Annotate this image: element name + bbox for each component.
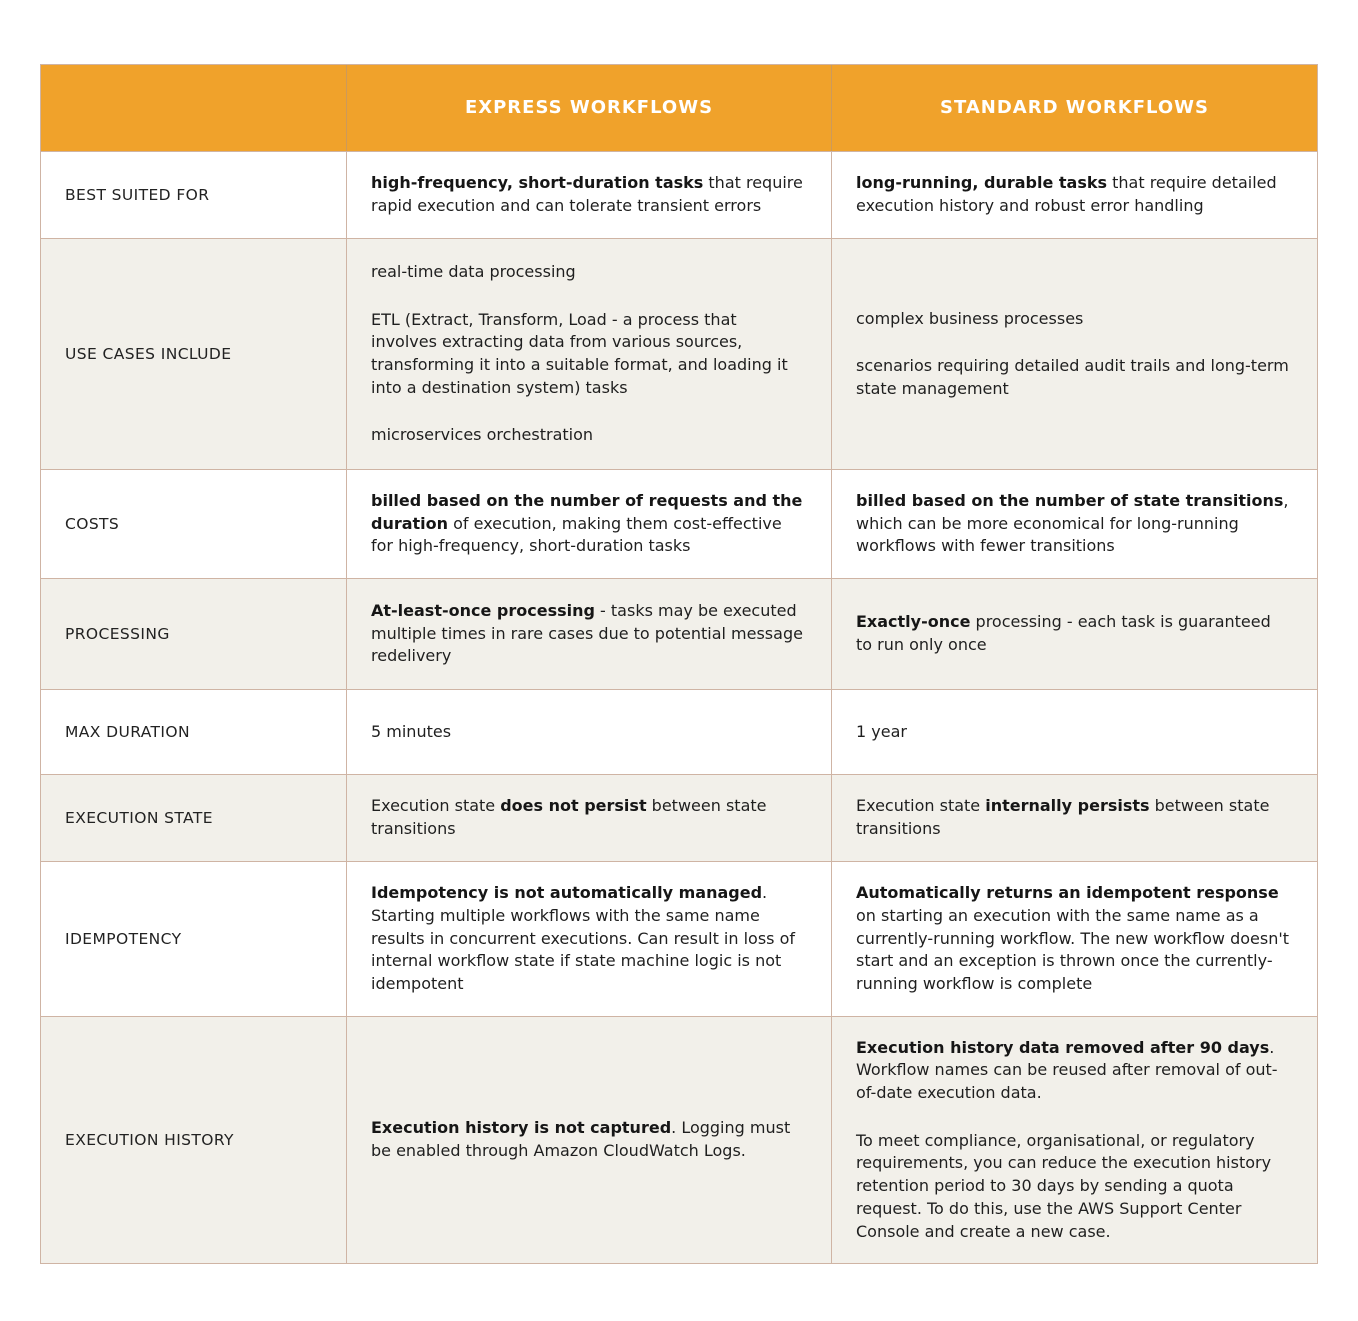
text: Execution state — [856, 796, 986, 816]
row-label: COSTS — [65, 515, 120, 533]
table-row-best-suited-for — [41, 151, 1317, 238]
express-cell — [346, 690, 831, 774]
row-label: MAX DURATION — [65, 723, 190, 741]
header-empty-cell — [41, 65, 346, 151]
row-label: PROCESSING — [65, 625, 170, 643]
paragraph — [371, 172, 805, 217]
text: microservices orchestration — [371, 425, 594, 445]
bold-text: Execution history data removed after 90 days — [856, 1037, 1270, 1057]
express-cell — [346, 579, 831, 689]
paragraph — [856, 355, 1291, 400]
paragraph — [856, 308, 1291, 331]
table-row-costs — [41, 469, 1317, 578]
paragraph — [856, 795, 1291, 840]
paragraph — [856, 1037, 1291, 1105]
paragraph — [371, 795, 805, 840]
bold-text: billed based on the number of state transitions — [856, 490, 1284, 510]
row-label: USE CASES INCLUDE — [65, 345, 232, 363]
standard-cell — [831, 579, 1317, 689]
text: that require rapid execution and can tolerate transient errors — [371, 173, 803, 215]
bold-text: billed based on the number of requests and the duration — [371, 490, 803, 533]
header-standard-workflows: STANDARD WORKFLOWS — [831, 65, 1317, 151]
paragraph — [371, 424, 805, 447]
bold-text: Automatically returns an idempotent response — [856, 883, 1279, 903]
bold-text: Idempotency is not automatically managed — [371, 883, 763, 903]
row-label: EXECUTION HISTORY — [65, 1131, 234, 1149]
paragraph — [856, 172, 1291, 217]
standard-cell — [831, 239, 1317, 469]
paragraph — [371, 600, 805, 668]
text: To meet compliance, organisational, or regulatory requirements, you can reduce the execution history retention period to 30 days by sending a quota request. To do this, use the AWS Support Center Console and create a new case. — [856, 1130, 1272, 1241]
bold-text: high-frequency, short-duration tasks — [371, 173, 704, 193]
standard-cell — [831, 152, 1317, 238]
text: complex business processes — [856, 308, 1084, 328]
row-label: EXECUTION STATE — [65, 809, 213, 827]
paragraph — [371, 1117, 805, 1162]
text: - tasks may be executed multiple times in rare cases due to potential message redelivery — [371, 600, 803, 666]
text: between state transitions — [371, 796, 767, 838]
bold-text: internally persists — [985, 796, 1150, 816]
express-cell — [346, 775, 831, 861]
bold-text: does not persist — [500, 796, 647, 816]
express-cell — [346, 152, 831, 238]
row-label: BEST SUITED FOR — [65, 186, 210, 204]
standard-cell — [831, 862, 1317, 1016]
paragraph — [371, 261, 805, 284]
table-row-execution-history — [41, 1016, 1317, 1263]
workflows-comparison-table — [40, 64, 1318, 1264]
table-row-execution-state — [41, 774, 1317, 861]
bold-text: Execution history is not captured — [371, 1118, 672, 1138]
paragraph — [856, 882, 1291, 996]
text: of execution, making them cost-effective for high-frequency, short-duration tasks — [371, 513, 782, 556]
text: . Workflow names can be reused after removal of out-of-date execution data. — [856, 1037, 1278, 1103]
table-row-processing — [41, 578, 1317, 689]
header-express-workflows: EXPRESS WORKFLOWS — [346, 65, 831, 151]
express-cell — [346, 470, 831, 578]
row-label: IDEMPOTENCY — [65, 930, 182, 948]
text: . Logging must be enabled through Amazon CloudWatch Logs. — [371, 1118, 791, 1160]
bold-text: At-least-once processing — [371, 600, 595, 620]
text: 5 minutes — [371, 721, 452, 741]
standard-cell — [831, 470, 1317, 578]
standard-cell — [831, 1017, 1317, 1263]
text: . Starting multiple workflows with the same name results in concurrent executions. Can result in loss of internal workflow state if state machine logic is not idempotent — [371, 883, 796, 994]
express-cell — [346, 1017, 831, 1263]
text: that require detailed execution history and robust error handling — [856, 173, 1277, 215]
text: between state transitions — [856, 796, 1270, 838]
paragraph — [856, 611, 1291, 656]
paragraph — [856, 1130, 1291, 1244]
standard-cell — [831, 775, 1317, 861]
text: scenarios requiring detailed audit trails and long-term state management — [856, 356, 1289, 398]
text: on starting an execution with the same name as a currently-running workflow. The new workflow doesn't start and an exception is thrown once the currently-running workflow is complete — [856, 905, 1290, 994]
text: Execution state — [371, 796, 501, 816]
paragraph — [371, 882, 805, 996]
paragraph — [371, 490, 805, 558]
paragraph — [371, 721, 805, 744]
text: ETL (Extract, Transform, Load - a process that involves extracting data from various sources, transforming it into a suitable format, and loading it into a destination system) tasks — [371, 309, 788, 397]
text: processing - each task is guaranteed to run only once — [856, 612, 1271, 654]
text: , which can be more economical for long-running workflows with fewer transitions — [856, 490, 1289, 556]
paragraph — [371, 309, 805, 400]
express-cell — [346, 862, 831, 1016]
bold-text: long-running, durable tasks — [856, 173, 1108, 193]
table-header-row — [41, 65, 1317, 151]
express-cell — [346, 239, 831, 469]
bold-text: Exactly-once — [856, 612, 971, 632]
text: 1 year — [856, 721, 907, 741]
standard-cell — [831, 690, 1317, 774]
table-row-use-cases — [41, 238, 1317, 469]
table-row-max-duration — [41, 689, 1317, 774]
text: real-time data processing — [371, 262, 576, 282]
paragraph — [856, 721, 1291, 744]
table-row-idempotency — [41, 861, 1317, 1016]
paragraph — [856, 490, 1291, 558]
